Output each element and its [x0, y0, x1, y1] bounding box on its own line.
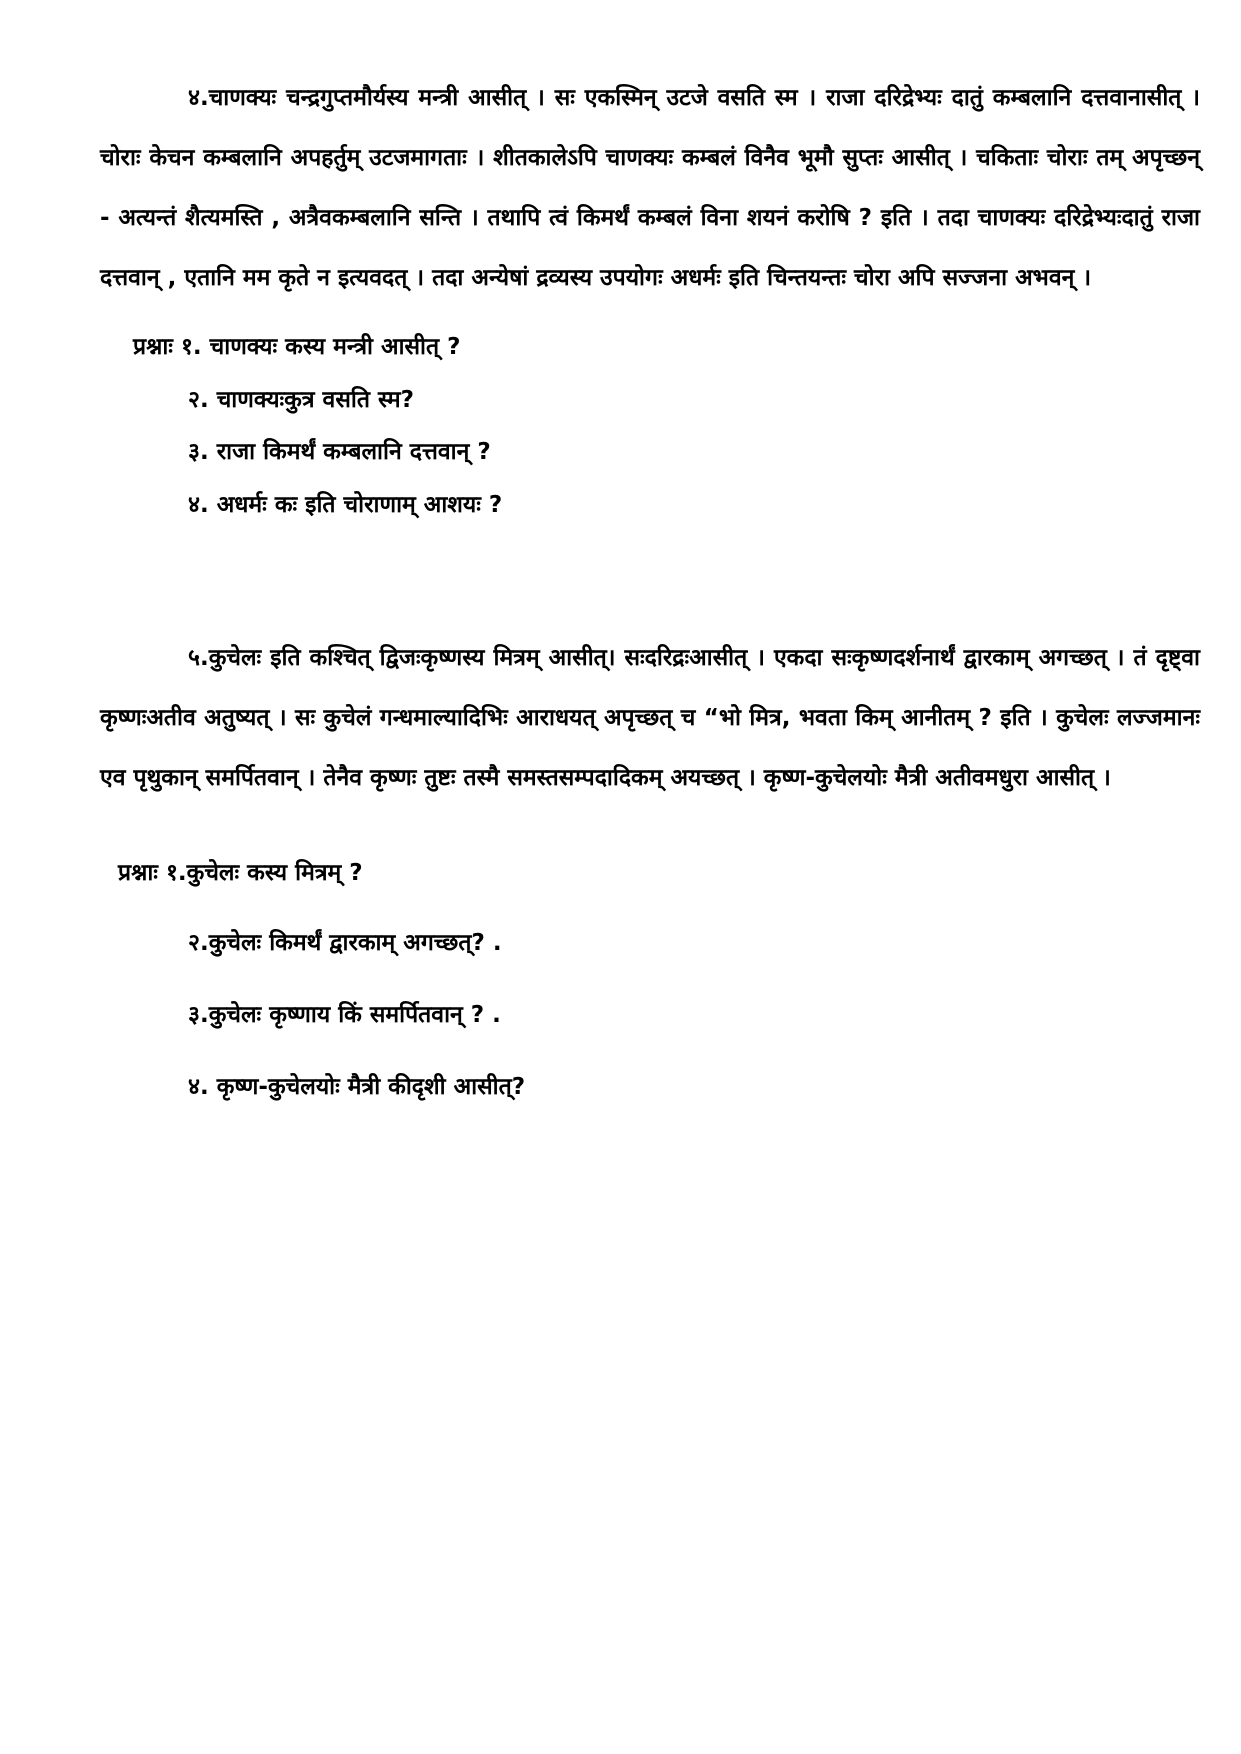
question-5-1: प्रश्नाः १.कुचेलः कस्य मित्रम् ? [118, 860, 363, 886]
question-4-1: प्रश्नाः १. चाणक्यः कस्य मन्त्री आसीत् ? [133, 334, 461, 360]
question-4-2: २. चाणक्यःकुत्र वसति स्म? [188, 387, 415, 413]
question-4-3: ३. राजा किमर्थं कम्बलानि दत्तवान् ? [188, 439, 491, 465]
passage-5: ५.कुचेलः इति कश्चित् द्विजःकृष्णस्य मित्रम् आसीत्। सःदरिद्रःआसीत् । एकदा सःकृष्णदर्शनार्थं द्वारकाम् अगच्छत् । तं दृष्ट्वा कृष्णःअतीव अतुष्यत् । सः कुचेलं गन्धमाल्यादिभिः आराधयत् अपृच्छत् च “भो मित्र, भवता किम् आनीतम् ? इति । कुचेलः लज्जमानः एव पृथुकान् समर्पितवान् । तेनैव कृष्णः तुष्टः तस्मै समस्तसम्पदादिकम् अयच्छत् । कृष्ण-कुचेलयोः मैत्री अतीवमधुरा आसीत् । [100, 645, 1200, 791]
question-4-4: ४. अधर्मः कः इति चोराणाम् आशयः ? [188, 492, 503, 518]
passage-4: ४.चाणक्यः चन्द्रगुप्तमौर्यस्य मन्त्री आसीत् । सः एकस्मिन् उटजे वसति स्म । राजा दरिद्रेभ्यः दातुं कम्बलानि दत्तवानासीत् । चोराः केचन कम्बलानि अपहर्तुम् उटजमागताः । शीतकालेऽपि चाणक्यः कम्बलं विनैव भूमौ सुप्तः आसीत् । चकिताः चोराः तम् अपृच्छन् - अत्यन्तं शैत्यमस्ति , अत्रैवकम्बलानि सन्ति । तथापि त्वं किमर्थं कम्बलं विना शयनं करोषि ? इति । तदा चाणक्यः दरिद्रेभ्यःदातुं राजा दत्तवान् , एतानि मम कृते न इत्यवदत् । तदा अन्येषां द्रव्यस्य उपयोगः अधर्मः इति चिन्तयन्तः चोरा अपि सज्जना अभवन् । [100, 85, 1200, 291]
question-5-3: ३.कुचेलः कृष्णाय किं समर्पितवान् ? . [188, 1002, 501, 1028]
question-5-4: ४. कृष्ण-कुचेलयोः मैत्री कीदृशी आसीत्? [188, 1074, 526, 1100]
question-5-2: २.कुचेलः किमर्थं द्वारकाम् अगच्छत्? . [188, 930, 502, 956]
